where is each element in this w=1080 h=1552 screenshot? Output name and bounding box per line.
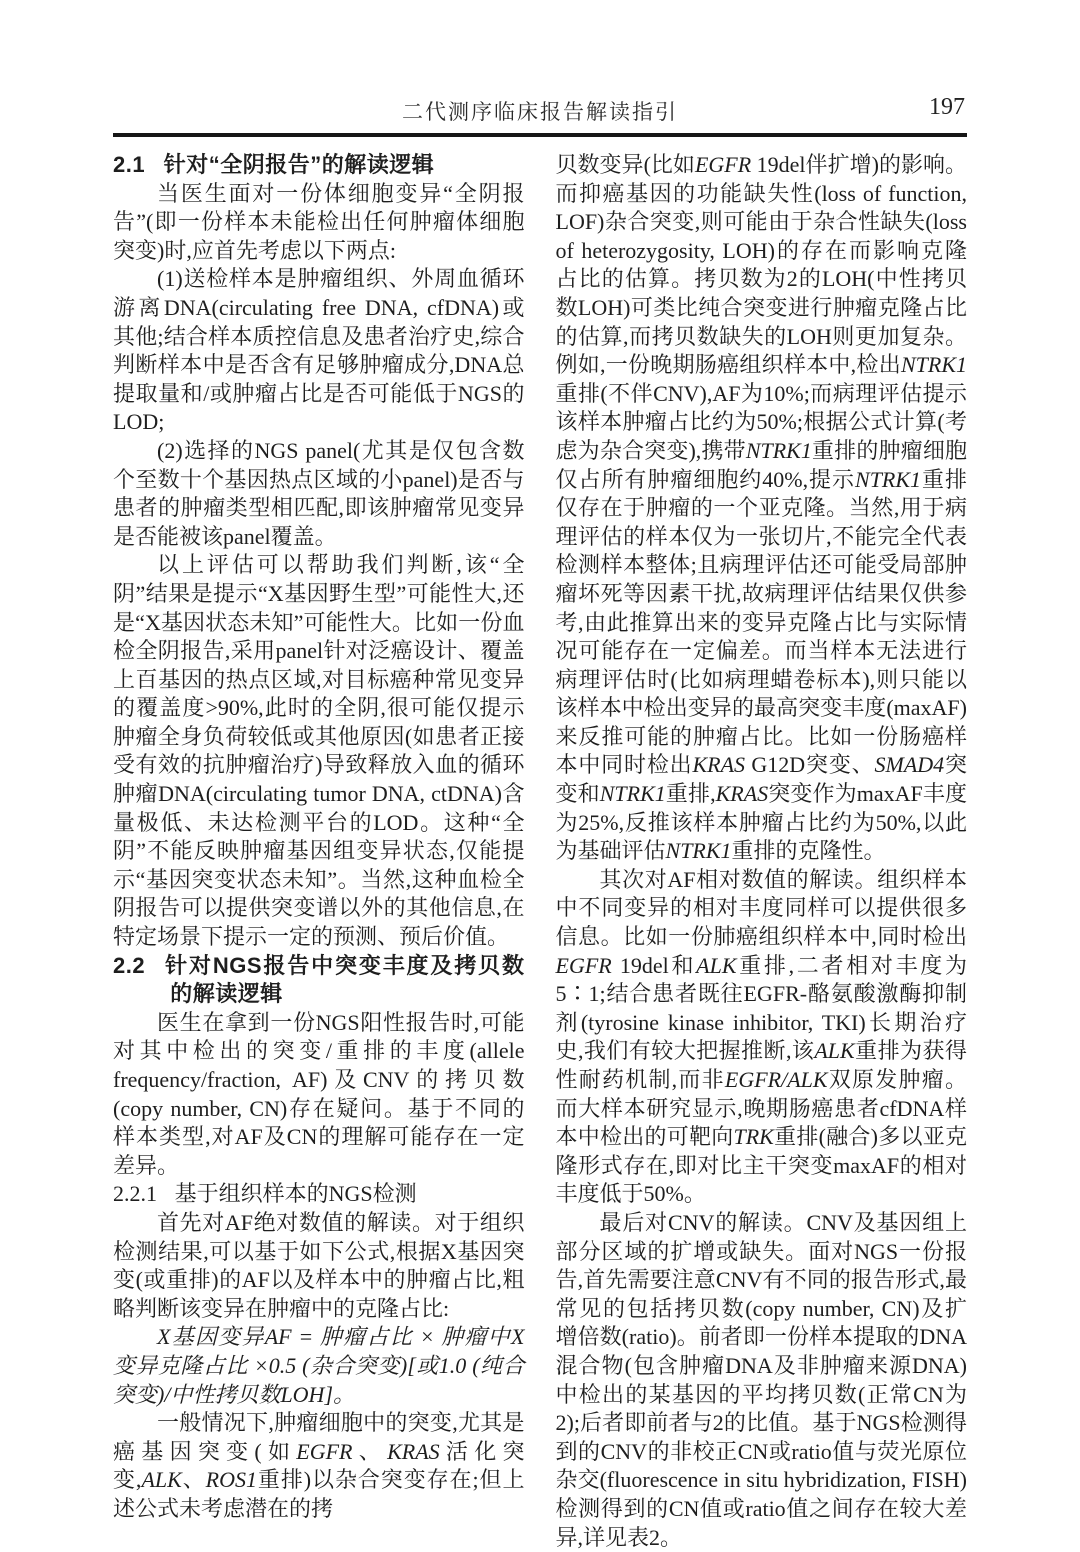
text-run: X基因变异AF = 肿瘤占比 × 肿瘤中X变异克隆占比 ×0.5 (杂合突变)[或1.0 (纯合突变)/中性拷贝数LOH]。 (113, 1324, 525, 1407)
text-run: 重排的克隆性。 (731, 838, 886, 864)
section-heading-2-1 (113, 151, 525, 180)
gene-name: NTRK1 (900, 352, 967, 378)
page-number: 197 (929, 94, 965, 120)
gene-name: TRK (733, 1124, 774, 1150)
two-column-layout (113, 151, 967, 1552)
text-run: 其次对AF相对数值的解读。组织样本中不同变异的相对丰度同样可以提供很多信息。比如一份肺癌组织样本中,同时检出 (555, 866, 967, 950)
text-run: 以上评估可以帮助我们判断,该“全阴”结果是提示“X基因野生型”可能性大,还是“X基因状态未知”可能性大。比如一份血检全阴报告,采用panel针对泛癌设计、覆盖上百基因的热点区域,对目标癌种常见变异的覆盖度>90%,此时的全阴,很可能仅提示肿瘤全身负荷较低或其他原因(如患者正接受有效的抗肿瘤治疗)导致释放入血的循环肿瘤DNA(circulating tumor DNA, ctDNA)含量极低、未达检测平台的LOD。这种“全阴”不能反映肿瘤基因组变异状态,仅能提示“基因突变状态未知”。当然,这种血检全阴报告可以提供突变谱以外的其他信息,在特定场景下提示一定的预测、预后价值。 (113, 552, 525, 950)
gene-name: NTRK1 (855, 466, 922, 492)
text-run: 双原发肿瘤。而大样本研究显示,晚期肠癌患者cfDNA样本中检出的可靶向 (555, 1067, 967, 1150)
gene-name: KRAS (387, 1438, 440, 1464)
text-run: 重排为获得性耐药机制,而非 (555, 1038, 967, 1092)
text-run: 突变作为maxAF丰度为25%,反推该样本肿瘤占比约为50%,以此为基础评估 (555, 781, 967, 864)
gene-name: ALK (696, 952, 737, 978)
section-heading-2-2-1 (113, 1180, 525, 1209)
text-run: 针对“全阴报告”的解读逻辑 (163, 152, 435, 177)
text-run: 一般情况下,肿瘤细胞中的突变,尤其是癌基因突变(如 (113, 1410, 525, 1464)
text-run: G12D突变、 (745, 752, 875, 778)
gene-name: NTRK1 (599, 781, 666, 807)
text-run: 最后对CNV的解读。CNV及基因组上部分区域的扩增或缺失。面对NGS一份报告,首先需要注意CNV有不同的报告形式,最常见的包括拷贝数(copy number, CN)及扩增倍数(ratio)。前者即一份样本提取的DNA混合物(包含肿瘤DNA及非肿瘤来源DNA)中检出的某基因的平均拷贝数(正常CN为2);后者即前者与2的比值。基于NGS检测得到的CNV的非校正CN或ratio值与荧光原位杂交(fluorescence in situ hybridization, FISH)检测得到的CN值或ratio值之间存在较大差异,详见表2。 (555, 1209, 967, 1550)
paragraph-heterozygous-note (113, 1409, 525, 1523)
paragraph-point-2 (113, 437, 525, 551)
text-run: 19del和 (611, 952, 697, 978)
text-run: (1)送检样本是肿瘤组织、外周血循环游离DNA(circulating free DNA, cfDNA)或其他;结合样本质控信息及患者治疗史,综合判断样本中是否含有足够肿瘤成分,DNA总提取量和/或肿瘤占比是否可能低于NGS的LOD; (113, 266, 525, 435)
gene-name: SMAD4 (874, 752, 945, 778)
running-title: 二代测序临床报告解读指引 (402, 100, 678, 124)
text-run: 重排,二者相对丰度为5∶1;结合患者既往EGFR-酪氨酸激酶抑制剂(tyrosine kinase inhibitor, TKI)长期治疗史,我们有较大把握推断,该 (555, 952, 967, 1064)
section-heading-2-2 (113, 952, 525, 1009)
gene-name: ROS1 (205, 1467, 257, 1493)
paragraph-af-cn-question (113, 1009, 525, 1181)
gene-name: NTRK1 (665, 838, 732, 864)
text-run: 医生在拿到一份NGS阳性报告时,可能对其中检出的突变/重排的丰度(allele frequency/fraction, AF)及CNV的拷贝数(copy number, CN)存在疑问。基于不同的样本类型,对AF及CN的理解可能存在一定差异。 (113, 1009, 525, 1178)
right-column (556, 151, 968, 1552)
text-run: 19del伴扩增)的影响。而抑癌基因的功能缺失性(loss of function, LOF)杂合突变,则可能由于杂合性缺失(loss of heterozygosity, LOH)的存在而影响克隆占比的估算。拷贝数为2的LOH(中性拷贝数LOH)可类比纯合突变进行肿瘤克隆占比的估算,而拷贝数缺失的LOH则更加复杂。例如,一份晚期肠癌组织样本中,检出 (555, 152, 967, 378)
gene-name: ALK (814, 1038, 855, 1064)
page-content (113, 94, 967, 1552)
text-run: 贝数变异(比如 (555, 152, 695, 177)
text-run: 重排的肿瘤细胞仅占所有肿瘤细胞约40%,提示 (555, 437, 967, 492)
paragraph-negative-report-intro (113, 180, 525, 266)
gene-name: NTRK1 (745, 437, 812, 463)
paragraph-cnv-loh-continuation (556, 151, 968, 866)
paragraph-evaluation (113, 551, 525, 951)
section-number: 2.1 (113, 152, 146, 177)
section-number: 2.2 (113, 952, 146, 978)
gene-name: ALK (141, 1467, 182, 1493)
text-run: 突变和 (555, 752, 967, 807)
gene-name: EGFR (694, 152, 752, 177)
paragraph-af-absolute (113, 1209, 525, 1323)
text-run: 针对NGS报告中突变丰度及拷贝数的解读逻辑 (163, 952, 525, 1007)
text-run: 重排(不伴CNV),AF为10%;而病理评估提示该样本肿瘤占比约为50%;根据公式计算(考虑为杂合突变),携带 (555, 380, 967, 463)
text-run: 当医生面对一份体细胞变异“全阴报告”(即一份样本未能检出任何肿瘤体细胞突变)时,应首先考虑以下两点: (113, 180, 525, 263)
text-run: 首先对AF绝对数值的解读。对于组织检测结果,可以基于如下公式,根据X基因突变(或重排)的AF以及样本中的肿瘤占比,粗略判断该变异在肿瘤中的克隆占比: (113, 1209, 525, 1321)
text-run: 、 (352, 1438, 388, 1464)
paragraph-cnv-interpretation (556, 1209, 968, 1552)
text-run: (2)选择的NGS panel(尤其是仅包含数个至数十个基因热点区域的小panel)是否与患者的肿瘤类型相匹配,即该肿瘤常见变异是否能被该panel覆盖。 (113, 437, 525, 549)
gene-name: EGFR (296, 1438, 353, 1464)
text-run: 重排, (665, 781, 716, 807)
gene-name: KRAS (715, 781, 769, 807)
gene-name: KRAS (692, 752, 746, 778)
text-run: 重排(融合)多以亚克隆形式存在,即对比主干突变maxAF的相对丰度低于50%。 (555, 1124, 967, 1207)
gene-name: EGFR (555, 952, 612, 978)
paragraph-af-relative (556, 866, 968, 1209)
text-run: 基于组织样本的NGS检测 (174, 1181, 417, 1207)
text-run: 、 (181, 1467, 206, 1493)
header-rule (113, 133, 967, 137)
left-column (113, 151, 525, 1552)
text-run: 活化突变, (113, 1438, 525, 1493)
text-run: 重排)以杂合突变存在;但上述公式未考虑潜在的拷 (113, 1467, 525, 1521)
paragraph-point-1 (113, 265, 525, 437)
formula-af-clonality (113, 1323, 525, 1409)
gene-name: EGFR/ALK (724, 1067, 828, 1092)
section-number: 2.2.1 (113, 1181, 157, 1207)
text-run: 重排仅存在于肿瘤的一个亚克隆。当然,用于病理评估的样本仅为一张切片,不能完全代表检测样本整体;且病理评估还可能受局部肿瘤坏死等因素干扰,故病理评估结果仅供参考,由此推算出来的变异克隆占比与实际情况可能存在一定偏差。而当样本无法进行病理评估时(比如病理蜡卷标本),则只能以该样本中检出变异的最高突变丰度(maxAF)来反推可能的肿瘤占比。比如一份肠癌样本中同时检出 (555, 466, 967, 778)
page-header (113, 94, 967, 128)
